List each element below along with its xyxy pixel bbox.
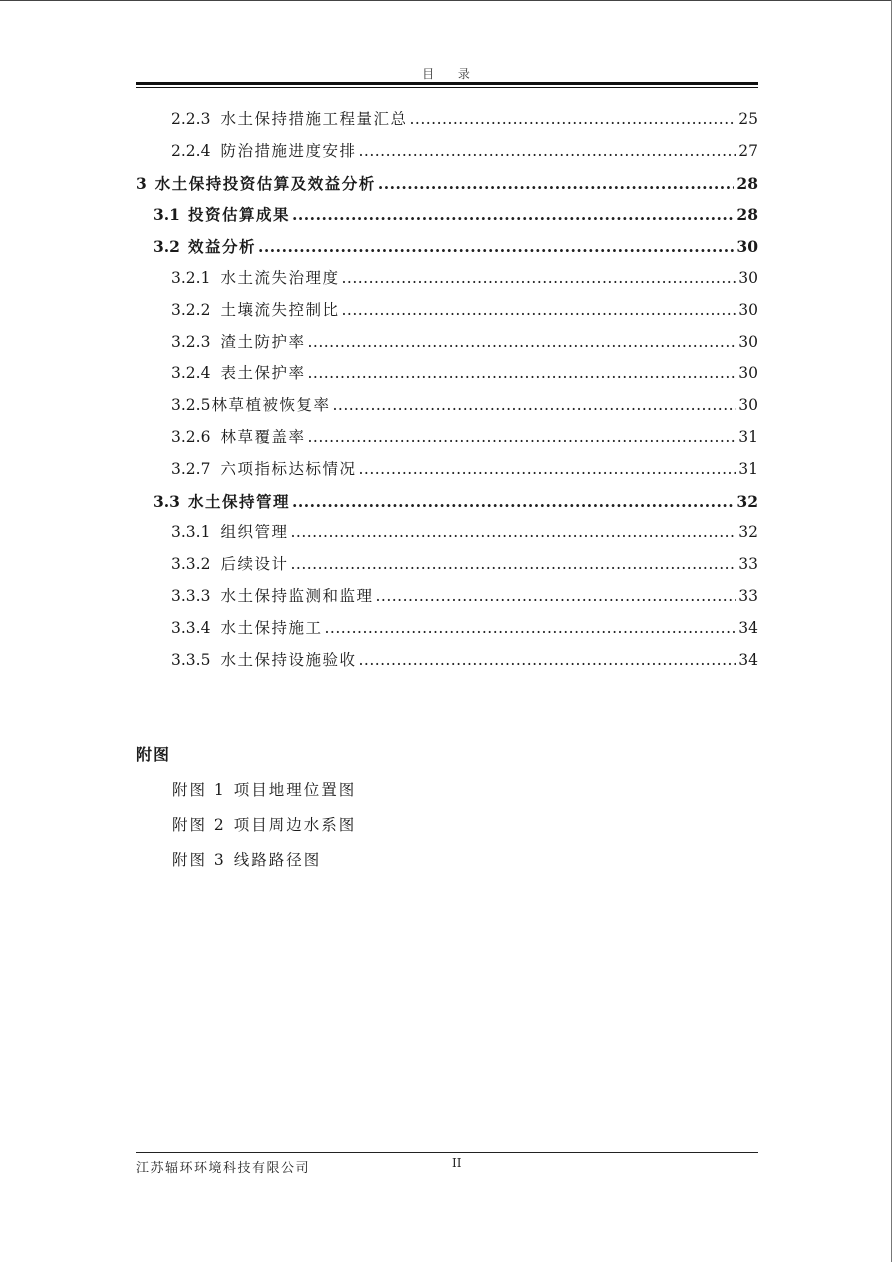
toc-entry-3-3[interactable] xyxy=(136,486,758,518)
footer-rule xyxy=(136,1152,758,1153)
toc-entry-title: 林草植被恢复率 xyxy=(211,396,331,415)
toc-entry-number: 3.3.5 xyxy=(171,650,211,669)
toc-leader-dots xyxy=(375,581,736,613)
toc-entry-page: 30 xyxy=(738,396,758,415)
toc-entry-3-3-3[interactable] xyxy=(136,581,758,613)
toc-entry-2-2-4[interactable] xyxy=(136,136,758,168)
toc-entry-3-2-2[interactable] xyxy=(136,295,758,327)
toc-entry-title: 效益分析 xyxy=(187,237,256,257)
toc-entry-page: 34 xyxy=(738,618,758,637)
toc-entry-page: 33 xyxy=(738,586,758,605)
toc-entry-2-2-3[interactable] xyxy=(136,104,758,136)
toc-entry-3-2-5[interactable] xyxy=(136,390,758,422)
toc-entry-number: 3.1 xyxy=(153,205,180,225)
toc-entry-3-3-5[interactable] xyxy=(136,645,758,677)
toc-entry-page: 32 xyxy=(736,491,758,511)
toc-entry-number: 3.3.1 xyxy=(171,523,211,542)
toc-entry-title: 表土保护率 xyxy=(220,364,306,383)
toc-entry-title: 渣土防护率 xyxy=(220,332,306,351)
toc-leader-dots xyxy=(290,549,736,581)
toc-entry-number: 3.2.5 xyxy=(171,396,211,415)
toc-entry-page: 31 xyxy=(738,427,758,446)
toc-entry-page: 30 xyxy=(738,300,758,319)
toc-entry-number: 3.2.2 xyxy=(171,300,211,319)
toc-entry-number: 3.2.1 xyxy=(171,268,211,287)
toc-leader-dots xyxy=(341,263,736,295)
header-rule-thin xyxy=(136,87,758,88)
toc-leader-dots xyxy=(307,327,736,359)
toc-entry-title: 水土流失治理度 xyxy=(220,268,340,287)
toc-entry-3-2-3[interactable] xyxy=(136,327,758,359)
toc-leader-dots xyxy=(358,454,736,486)
toc-leader-dots xyxy=(307,358,736,390)
toc-entry-number: 3.3.4 xyxy=(171,618,211,637)
toc-leader-dots xyxy=(341,295,736,327)
toc-leader-dots xyxy=(292,199,734,231)
toc-entry-3-2-6[interactable] xyxy=(136,422,758,454)
toc-leader-dots xyxy=(290,517,736,549)
appendix-item[interactable] xyxy=(136,847,356,882)
toc-entry-3-2-1[interactable] xyxy=(136,263,758,295)
toc-leader-dots xyxy=(258,231,734,263)
appendix-item-title: 线路路径图 xyxy=(233,851,322,869)
toc-entry-title: 组织管理 xyxy=(220,523,289,542)
toc-entry-page: 28 xyxy=(736,205,758,225)
toc-entry-page: 31 xyxy=(738,459,758,478)
appendix-list xyxy=(136,777,356,882)
toc-entry-3-3-4[interactable] xyxy=(136,613,758,645)
toc-entry-title: 水土保持投资估算及效益分析 xyxy=(154,173,376,193)
page-top-edge xyxy=(0,0,892,1)
appendix-item[interactable] xyxy=(136,777,356,812)
appendix-item[interactable] xyxy=(136,812,356,847)
toc-entry-number: 2.2.3 xyxy=(171,110,211,128)
toc-leader-dots xyxy=(378,168,735,200)
toc-entry-page: 30 xyxy=(736,237,758,257)
toc-entry-page: 34 xyxy=(738,650,758,669)
table-of-contents xyxy=(136,104,758,676)
toc-leader-dots xyxy=(358,136,736,168)
toc-leader-dots xyxy=(409,104,736,136)
toc-entry-number: 3.2.7 xyxy=(171,459,211,478)
appendix-item-label: 附图 1 xyxy=(172,781,226,799)
toc-entry-number: 3.2.6 xyxy=(171,427,211,446)
toc-entry-title: 水土保持措施工程量汇总 xyxy=(220,110,408,128)
toc-entry-title: 水土保持监测和监理 xyxy=(220,586,374,605)
appendix-heading: 附图 xyxy=(136,745,171,764)
toc-entry-page: 30 xyxy=(738,268,758,287)
toc-entry-title: 后续设计 xyxy=(220,555,289,574)
toc-entry-3-2-4[interactable] xyxy=(136,358,758,390)
footer-page-number: II xyxy=(452,1156,462,1170)
toc-entry-page: 33 xyxy=(738,555,758,574)
toc-entry-title: 林草覆盖率 xyxy=(220,427,306,446)
toc-entry-3-1[interactable] xyxy=(136,199,758,231)
toc-leader-dots xyxy=(292,486,734,518)
toc-entry-page: 28 xyxy=(736,173,758,193)
toc-entry-title: 水土保持设施验收 xyxy=(220,650,357,669)
toc-entry-number: 3 xyxy=(136,173,147,193)
toc-entry-3-3-1[interactable] xyxy=(136,517,758,549)
toc-entry-number: 3.2 xyxy=(153,237,180,257)
toc-leader-dots xyxy=(307,422,736,454)
appendix-item-title: 项目地理位置图 xyxy=(233,781,357,799)
toc-entry-number: 3.3.2 xyxy=(171,555,211,574)
appendix-item-label: 附图 3 xyxy=(172,851,226,869)
toc-entry-title: 水土保持施工 xyxy=(220,618,323,637)
toc-entry-page: 30 xyxy=(738,332,758,351)
toc-entry-title: 防治措施进度安排 xyxy=(220,141,357,160)
toc-entry-page: 25 xyxy=(738,110,758,128)
toc-leader-dots xyxy=(324,613,736,645)
toc-entry-page: 30 xyxy=(738,364,758,383)
toc-entry-page: 27 xyxy=(738,141,758,160)
toc-entry-title: 六项指标达标情况 xyxy=(220,459,357,478)
footer-company-name: 江苏辐环环境科技有限公司 xyxy=(136,1161,311,1176)
appendix-section xyxy=(136,742,356,882)
toc-entry-title: 土壤流失控制比 xyxy=(220,300,340,319)
toc-entry-title: 水土保持管理 xyxy=(187,491,290,511)
toc-entry-3[interactable] xyxy=(136,168,758,200)
toc-entry-page: 32 xyxy=(738,523,758,542)
toc-entry-number: 3.3 xyxy=(153,491,180,511)
header-title: 目 录 xyxy=(422,67,480,81)
toc-entry-3-3-2[interactable] xyxy=(136,549,758,581)
appendix-item-label: 附图 2 xyxy=(172,816,226,834)
toc-entry-title: 投资估算成果 xyxy=(187,205,290,225)
header-rule xyxy=(136,82,758,85)
toc-leader-dots xyxy=(332,390,736,422)
toc-entry-number: 3.3.3 xyxy=(171,586,211,605)
toc-leader-dots xyxy=(358,645,736,677)
toc-entry-3-2[interactable] xyxy=(136,231,758,263)
appendix-item-title: 项目周边水系图 xyxy=(233,816,357,834)
toc-entry-number: 2.2.4 xyxy=(171,141,211,160)
toc-entry-number: 3.2.4 xyxy=(171,364,211,383)
toc-entry-3-2-7[interactable] xyxy=(136,454,758,486)
toc-entry-number: 3.2.3 xyxy=(171,332,211,351)
